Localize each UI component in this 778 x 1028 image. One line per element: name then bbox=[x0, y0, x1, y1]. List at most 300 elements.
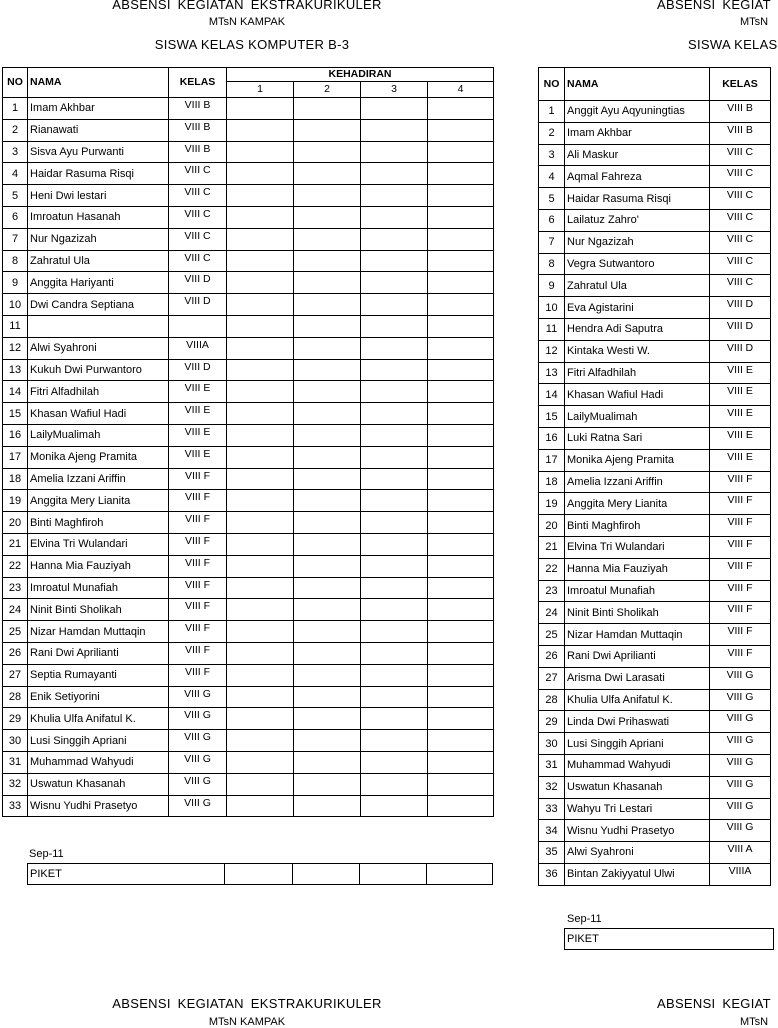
row-no: 32 bbox=[539, 776, 565, 798]
row-nama: Alwi Syahroni bbox=[28, 337, 169, 359]
row-nama: Heni Dwi lestari bbox=[28, 185, 169, 207]
row-kelas: VIII C bbox=[169, 163, 227, 185]
header-no: NO bbox=[3, 68, 28, 98]
attendance-cell bbox=[294, 468, 361, 490]
row-kelas: VIII B bbox=[169, 98, 227, 120]
table-row bbox=[3, 424, 494, 446]
attendance-cell bbox=[227, 250, 294, 272]
row-nama: Wahyu Tri Lestari bbox=[565, 798, 710, 820]
attendance-cell bbox=[361, 250, 428, 272]
attendance-cell bbox=[361, 795, 428, 817]
row-nama: Hendra Adi Saputra bbox=[565, 318, 710, 340]
row-no: 31 bbox=[3, 751, 28, 773]
table-row bbox=[539, 689, 771, 711]
table-row bbox=[539, 449, 771, 471]
row-nama: Imroatul Munafiah bbox=[28, 577, 169, 599]
row-nama: LailyMualimah bbox=[565, 406, 710, 428]
table-row bbox=[3, 555, 494, 577]
piket-cell-3 bbox=[359, 864, 426, 885]
row-no: 10 bbox=[539, 297, 565, 319]
row-nama: Kukuh Dwi Purwantoro bbox=[28, 359, 169, 381]
row-kelas: VIII E bbox=[710, 406, 771, 428]
row-kelas: VIII E bbox=[710, 449, 771, 471]
row-no: 12 bbox=[3, 337, 28, 359]
header-kelas-right: KELAS bbox=[710, 68, 771, 101]
row-no: 9 bbox=[3, 272, 28, 294]
attendance-cell bbox=[361, 446, 428, 468]
piket-cell-2 bbox=[292, 864, 359, 885]
attendance-cell bbox=[227, 795, 294, 817]
next-school-name-right: MTsN bbox=[740, 1016, 769, 1028]
row-no: 28 bbox=[3, 686, 28, 708]
row-kelas: VIII F bbox=[169, 642, 227, 664]
attendance-cell bbox=[294, 751, 361, 773]
row-kelas: VIII B bbox=[710, 122, 771, 144]
row-kelas: VIII F bbox=[710, 645, 771, 667]
table-row bbox=[539, 406, 771, 428]
row-nama: Haidar Rasuma Risqi bbox=[28, 163, 169, 185]
row-kelas: VIII G bbox=[169, 708, 227, 730]
row-kelas: VIII F bbox=[710, 580, 771, 602]
row-no: 18 bbox=[539, 471, 565, 493]
row-nama: Hanna Mia Fauziyah bbox=[28, 555, 169, 577]
attendance-cell bbox=[294, 664, 361, 686]
attendance-cell bbox=[428, 206, 494, 228]
header-nama-right: NAMA bbox=[565, 68, 710, 101]
attendance-cell bbox=[361, 185, 428, 207]
attendance-cell bbox=[361, 141, 428, 163]
row-no: 2 bbox=[539, 122, 565, 144]
row-no: 27 bbox=[539, 667, 565, 689]
row-no: 3 bbox=[539, 144, 565, 166]
row-kelas: VIII D bbox=[710, 340, 771, 362]
row-no: 22 bbox=[3, 555, 28, 577]
attendance-cell bbox=[428, 228, 494, 250]
row-nama: Khulia Ulfa Anifatul K. bbox=[28, 708, 169, 730]
row-no: 33 bbox=[3, 795, 28, 817]
row-kelas: VIII C bbox=[710, 231, 771, 253]
attendance-cell bbox=[428, 294, 494, 316]
row-nama: Alwi Syahroni bbox=[565, 842, 710, 864]
attendance-cell bbox=[361, 664, 428, 686]
table-row bbox=[539, 384, 771, 406]
attendance-cell bbox=[294, 577, 361, 599]
attendance-cell bbox=[428, 403, 494, 425]
attendance-cell bbox=[227, 533, 294, 555]
attendance-cell bbox=[227, 773, 294, 795]
row-no: 8 bbox=[539, 253, 565, 275]
table-row bbox=[539, 624, 771, 646]
attendance-cell bbox=[361, 490, 428, 512]
table-row bbox=[539, 122, 771, 144]
attendance-cell bbox=[361, 751, 428, 773]
row-no: 17 bbox=[539, 449, 565, 471]
header-session-1: 1 bbox=[227, 82, 294, 98]
attendance-cell bbox=[361, 730, 428, 752]
attendance-cell bbox=[428, 381, 494, 403]
row-kelas: VIII F bbox=[169, 490, 227, 512]
row-kelas: VIII G bbox=[169, 730, 227, 752]
attendance-cell bbox=[361, 359, 428, 381]
row-no: 34 bbox=[539, 820, 565, 842]
attendance-cell bbox=[428, 642, 494, 664]
row-no: 28 bbox=[539, 689, 565, 711]
table-row bbox=[539, 645, 771, 667]
row-nama: Linda Dwi Prihaswati bbox=[565, 711, 710, 733]
row-no: 21 bbox=[539, 536, 565, 558]
row-no: 20 bbox=[539, 515, 565, 537]
attendance-cell bbox=[428, 163, 494, 185]
table-row bbox=[3, 773, 494, 795]
row-no: 29 bbox=[3, 708, 28, 730]
row-nama: Nizar Hamdan Muttaqin bbox=[565, 624, 710, 646]
attendance-cell bbox=[361, 512, 428, 534]
row-nama: Zahratul Ula bbox=[565, 275, 710, 297]
table-row bbox=[539, 733, 771, 755]
row-nama: Luki Ratna Sari bbox=[565, 427, 710, 449]
table-row bbox=[3, 446, 494, 468]
attendance-cell bbox=[294, 555, 361, 577]
row-no: 23 bbox=[3, 577, 28, 599]
row-no: 11 bbox=[539, 318, 565, 340]
row-nama: Uswatun Khasanah bbox=[28, 773, 169, 795]
attendance-cell bbox=[227, 119, 294, 141]
attendance-cell bbox=[294, 381, 361, 403]
table-row bbox=[3, 730, 494, 752]
row-nama: Rani Dwi Aprilianti bbox=[28, 642, 169, 664]
attendance-cell bbox=[294, 98, 361, 120]
row-no: 17 bbox=[3, 446, 28, 468]
table-row bbox=[3, 751, 494, 773]
next-sheet-title-right: ABSENSI KEGIAT bbox=[657, 996, 771, 1011]
table-row bbox=[3, 315, 494, 337]
header-session-2: 2 bbox=[294, 82, 361, 98]
row-no: 7 bbox=[3, 228, 28, 250]
attendance-cell bbox=[294, 315, 361, 337]
attendance-cell bbox=[227, 621, 294, 643]
row-kelas: VIII F bbox=[169, 621, 227, 643]
row-kelas: VIII F bbox=[710, 536, 771, 558]
attendance-cell bbox=[227, 185, 294, 207]
attendance-cell bbox=[227, 664, 294, 686]
table-row bbox=[3, 686, 494, 708]
row-kelas: VIII B bbox=[710, 101, 771, 123]
row-nama: Bintan Zakiyyatul Ulwi bbox=[565, 863, 710, 885]
attendance-cell bbox=[361, 686, 428, 708]
attendance-cell bbox=[227, 555, 294, 577]
row-nama: Amelia Izzani Ariffin bbox=[28, 468, 169, 490]
attendance-cell bbox=[227, 228, 294, 250]
row-no: 21 bbox=[3, 533, 28, 555]
row-kelas: VIII E bbox=[710, 384, 771, 406]
table-row bbox=[539, 515, 771, 537]
row-no: 36 bbox=[539, 863, 565, 885]
attendance-cell bbox=[227, 490, 294, 512]
piket-label-right: PIKET bbox=[565, 929, 774, 950]
row-nama: Muhammad Wahyudi bbox=[565, 754, 710, 776]
attendance-cell bbox=[294, 206, 361, 228]
row-kelas: VIII G bbox=[710, 667, 771, 689]
attendance-cell bbox=[227, 294, 294, 316]
row-no: 6 bbox=[3, 206, 28, 228]
attendance-cell bbox=[361, 468, 428, 490]
row-nama: Arisma Dwi Larasati bbox=[565, 667, 710, 689]
row-no: 29 bbox=[539, 711, 565, 733]
attendance-cell bbox=[428, 98, 494, 120]
row-kelas: VIII D bbox=[169, 294, 227, 316]
row-no: 4 bbox=[539, 166, 565, 188]
row-kelas: VIII F bbox=[169, 468, 227, 490]
row-kelas: VIII G bbox=[710, 711, 771, 733]
row-no: 9 bbox=[539, 275, 565, 297]
table-row bbox=[539, 536, 771, 558]
row-no: 11 bbox=[3, 315, 28, 337]
attendance-cell bbox=[428, 512, 494, 534]
school-name-right: MTsN bbox=[740, 16, 769, 28]
row-no: 18 bbox=[3, 468, 28, 490]
attendance-cell bbox=[361, 773, 428, 795]
row-kelas: VIII C bbox=[710, 188, 771, 210]
row-nama: Rani Dwi Aprilianti bbox=[565, 645, 710, 667]
row-kelas: VIII F bbox=[169, 512, 227, 534]
attendance-cell bbox=[428, 119, 494, 141]
row-kelas: VIII F bbox=[710, 493, 771, 515]
table-row bbox=[539, 602, 771, 624]
attendance-cell bbox=[227, 686, 294, 708]
row-kelas: VIII G bbox=[169, 795, 227, 817]
row-nama: Lusi Singgih Apriani bbox=[565, 733, 710, 755]
school-name: MTsN KAMPAK bbox=[208, 16, 286, 28]
attendance-cell bbox=[227, 577, 294, 599]
row-no: 24 bbox=[539, 602, 565, 624]
attendance-cell bbox=[361, 294, 428, 316]
attendance-cell bbox=[361, 555, 428, 577]
table-row bbox=[3, 708, 494, 730]
row-no: 12 bbox=[539, 340, 565, 362]
row-nama: Aqmal Fahreza bbox=[565, 166, 710, 188]
table-row bbox=[539, 711, 771, 733]
attendance-cell bbox=[428, 795, 494, 817]
attendance-cell bbox=[294, 424, 361, 446]
row-no: 20 bbox=[3, 512, 28, 534]
attendance-table-right bbox=[538, 67, 771, 886]
attendance-cell bbox=[227, 424, 294, 446]
attendance-cell bbox=[428, 446, 494, 468]
table-row bbox=[3, 642, 494, 664]
row-nama: Fitri Alfadhilah bbox=[565, 362, 710, 384]
row-kelas: VIII G bbox=[710, 689, 771, 711]
row-no: 19 bbox=[3, 490, 28, 512]
table-row bbox=[539, 667, 771, 689]
date-label-right: Sep-11 bbox=[567, 913, 602, 925]
row-kelas: VIII A bbox=[710, 842, 771, 864]
attendance-cell bbox=[294, 141, 361, 163]
table-row bbox=[539, 297, 771, 319]
attendance-cell bbox=[428, 708, 494, 730]
class-title-right: SISWA KELAS bbox=[688, 37, 778, 52]
row-no: 15 bbox=[3, 403, 28, 425]
row-kelas: VIII E bbox=[710, 362, 771, 384]
attendance-cell bbox=[428, 490, 494, 512]
attendance-cell bbox=[294, 294, 361, 316]
attendance-cell bbox=[227, 272, 294, 294]
row-nama: Imam Akhbar bbox=[565, 122, 710, 144]
row-kelas: VIII B bbox=[169, 119, 227, 141]
row-kelas: VIII C bbox=[169, 206, 227, 228]
header-kehadiran: KEHADIRAN bbox=[227, 68, 494, 82]
table-row bbox=[539, 275, 771, 297]
row-kelas: VIII D bbox=[710, 318, 771, 340]
table-row bbox=[539, 166, 771, 188]
attendance-cell bbox=[361, 119, 428, 141]
attendance-cell bbox=[428, 250, 494, 272]
row-nama: Muhammad Wahyudi bbox=[28, 751, 169, 773]
attendance-cell bbox=[294, 163, 361, 185]
row-nama: Monika Ajeng Pramita bbox=[28, 446, 169, 468]
attendance-cell bbox=[227, 730, 294, 752]
table-row bbox=[3, 795, 494, 817]
row-kelas: VIII F bbox=[169, 577, 227, 599]
table-row bbox=[539, 580, 771, 602]
row-kelas: VIII F bbox=[710, 558, 771, 580]
attendance-cell bbox=[361, 621, 428, 643]
attendance-cell bbox=[428, 686, 494, 708]
row-nama: Khasan Wafiul Hadi bbox=[28, 403, 169, 425]
attendance-cell bbox=[428, 272, 494, 294]
header-session-4: 4 bbox=[428, 82, 494, 98]
attendance-cell bbox=[428, 621, 494, 643]
attendance-cell bbox=[428, 468, 494, 490]
row-kelas: VIII E bbox=[710, 427, 771, 449]
row-kelas: VIIIA bbox=[710, 863, 771, 885]
attendance-cell bbox=[294, 773, 361, 795]
table-row bbox=[539, 427, 771, 449]
row-nama: Septia Rumayanti bbox=[28, 664, 169, 686]
attendance-cell bbox=[227, 403, 294, 425]
row-no: 5 bbox=[539, 188, 565, 210]
table-row bbox=[539, 209, 771, 231]
attendance-cell bbox=[428, 533, 494, 555]
row-no: 1 bbox=[539, 101, 565, 123]
row-kelas: VIII F bbox=[710, 624, 771, 646]
attendance-cell bbox=[428, 359, 494, 381]
row-nama: Elvina Tri Wulandari bbox=[565, 536, 710, 558]
row-no: 15 bbox=[539, 406, 565, 428]
attendance-cell bbox=[294, 599, 361, 621]
row-no: 35 bbox=[539, 842, 565, 864]
row-kelas: VIII E bbox=[169, 381, 227, 403]
table-row bbox=[3, 381, 494, 403]
row-kelas: VIII C bbox=[710, 275, 771, 297]
table-row bbox=[3, 163, 494, 185]
row-kelas: VIII C bbox=[710, 166, 771, 188]
row-kelas: VIII C bbox=[710, 144, 771, 166]
attendance-cell bbox=[428, 555, 494, 577]
attendance-cell bbox=[294, 119, 361, 141]
table-row bbox=[3, 272, 494, 294]
row-no: 33 bbox=[539, 798, 565, 820]
row-nama: Eva Agistarini bbox=[565, 297, 710, 319]
row-kelas: VIII G bbox=[169, 751, 227, 773]
row-kelas: VIII G bbox=[710, 798, 771, 820]
row-nama: Wisnu Yudhi Prasetyo bbox=[28, 795, 169, 817]
table-row bbox=[3, 621, 494, 643]
row-nama: Enik Setiyorini bbox=[28, 686, 169, 708]
attendance-table bbox=[2, 67, 494, 817]
attendance-cell bbox=[361, 272, 428, 294]
attendance-cell bbox=[294, 272, 361, 294]
attendance-cell bbox=[428, 185, 494, 207]
attendance-cell bbox=[227, 468, 294, 490]
table-row bbox=[539, 820, 771, 842]
attendance-cell bbox=[294, 512, 361, 534]
row-nama: Fitri Alfadhilah bbox=[28, 381, 169, 403]
row-no: 3 bbox=[3, 141, 28, 163]
table-row bbox=[539, 188, 771, 210]
row-nama: Ali Maskur bbox=[565, 144, 710, 166]
row-kelas: VIII D bbox=[169, 359, 227, 381]
row-no: 24 bbox=[3, 599, 28, 621]
attendance-cell bbox=[428, 751, 494, 773]
table-row bbox=[3, 337, 494, 359]
row-kelas: VIIIA bbox=[169, 337, 227, 359]
attendance-cell bbox=[361, 381, 428, 403]
row-nama bbox=[28, 315, 169, 337]
row-kelas: VIII G bbox=[710, 776, 771, 798]
row-no: 1 bbox=[3, 98, 28, 120]
table-row bbox=[3, 664, 494, 686]
attendance-cell bbox=[294, 228, 361, 250]
row-no: 32 bbox=[3, 773, 28, 795]
row-no: 4 bbox=[3, 163, 28, 185]
attendance-cell bbox=[361, 424, 428, 446]
row-nama: Imroatun Hasanah bbox=[28, 206, 169, 228]
row-no: 5 bbox=[3, 185, 28, 207]
row-nama: Imroatul Munafiah bbox=[565, 580, 710, 602]
table-row bbox=[539, 318, 771, 340]
attendance-cell bbox=[361, 98, 428, 120]
table-row bbox=[3, 98, 494, 120]
attendance-cell bbox=[428, 141, 494, 163]
row-kelas: VIII F bbox=[710, 471, 771, 493]
row-kelas: VIII D bbox=[710, 297, 771, 319]
attendance-cell bbox=[428, 577, 494, 599]
row-nama: Binti Maghfiroh bbox=[565, 515, 710, 537]
header-nama: NAMA bbox=[28, 68, 169, 98]
attendance-cell bbox=[361, 599, 428, 621]
row-kelas: VIII G bbox=[169, 686, 227, 708]
attendance-cell bbox=[361, 403, 428, 425]
table-row bbox=[539, 493, 771, 515]
table-row bbox=[3, 250, 494, 272]
row-kelas: VIII F bbox=[169, 664, 227, 686]
attendance-cell bbox=[294, 686, 361, 708]
attendance-cell bbox=[361, 642, 428, 664]
row-nama: Vegra Sutwantoro bbox=[565, 253, 710, 275]
row-no: 25 bbox=[539, 624, 565, 646]
row-no: 25 bbox=[3, 621, 28, 643]
row-no: 10 bbox=[3, 294, 28, 316]
row-no: 14 bbox=[539, 384, 565, 406]
attendance-cell bbox=[294, 708, 361, 730]
row-kelas: VIII F bbox=[710, 602, 771, 624]
row-no: 2 bbox=[3, 119, 28, 141]
attendance-cell bbox=[361, 228, 428, 250]
table-row bbox=[3, 577, 494, 599]
table-row bbox=[539, 340, 771, 362]
attendance-cell bbox=[294, 250, 361, 272]
row-no: 27 bbox=[3, 664, 28, 686]
